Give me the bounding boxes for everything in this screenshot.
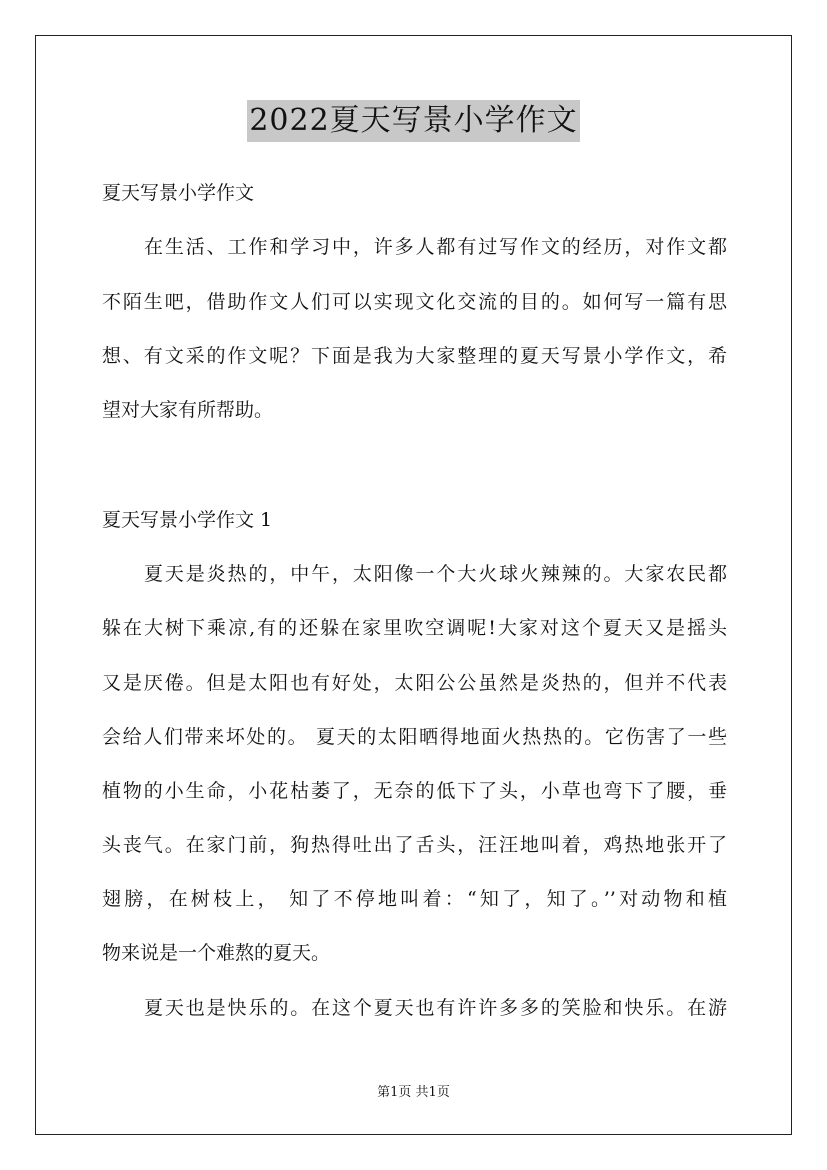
section-heading: 夏天写景小学作文 [102,182,255,204]
paragraph-line: 夏天也是快乐的。在这个夏天也有许许多多的笑脸和快乐。在游 [144,997,727,1019]
paragraph-line: 植物的小生命，小花枯萎了，无奈的低下了头，小草也弯下了腰，垂 [102,780,727,802]
document-title: 2022夏天写景小学作文 [247,100,579,142]
paragraph-line: 夏天是炎热的，中午，太阳像一个大火球火辣辣的。大家农民都 [144,563,727,585]
section-heading: 夏天写景小学作文 1 [102,509,273,531]
page-footer: 第1页 共1页 [377,1085,450,1100]
paragraph-line: 翅膀，在树枝上， 知了不停地叫着：“知了，知了。’’对动物和植 [102,888,727,910]
paragraph-line: 望对大家有所帮助。 [102,399,274,421]
title-container [0,100,827,142]
paragraph-line: 在生活、工作和学习中，许多人都有过写作文的经历，对作文都 [144,236,727,258]
paragraph-line: 想、有文采的作文呢？下面是我为大家整理的夏天写景小学作文，希 [102,345,727,367]
paragraph-line: 物来说是一个难熬的夏天。 [102,942,331,964]
paragraph-line: 不陌生吧，借助作文人们可以实现文化交流的目的。如何写一篇有思 [102,291,727,313]
paragraph-line: 头丧气。在家门前，狗热得吐出了舌头，汪汪地叫着，鸡热地张开了 [102,834,727,856]
paragraph-line: 又是厌倦。但是太阳也有好处，太阳公公虽然是炎热的，但并不代表 [102,672,727,694]
paragraph-line: 会给人们带来坏处的。 夏天的太阳晒得地面火热热的。它伤害了一些 [102,726,727,748]
paragraph-line: 躲在大树下乘凉,有的还躲在家里吹空调呢!大家对这个夏天又是摇头 [102,617,727,639]
